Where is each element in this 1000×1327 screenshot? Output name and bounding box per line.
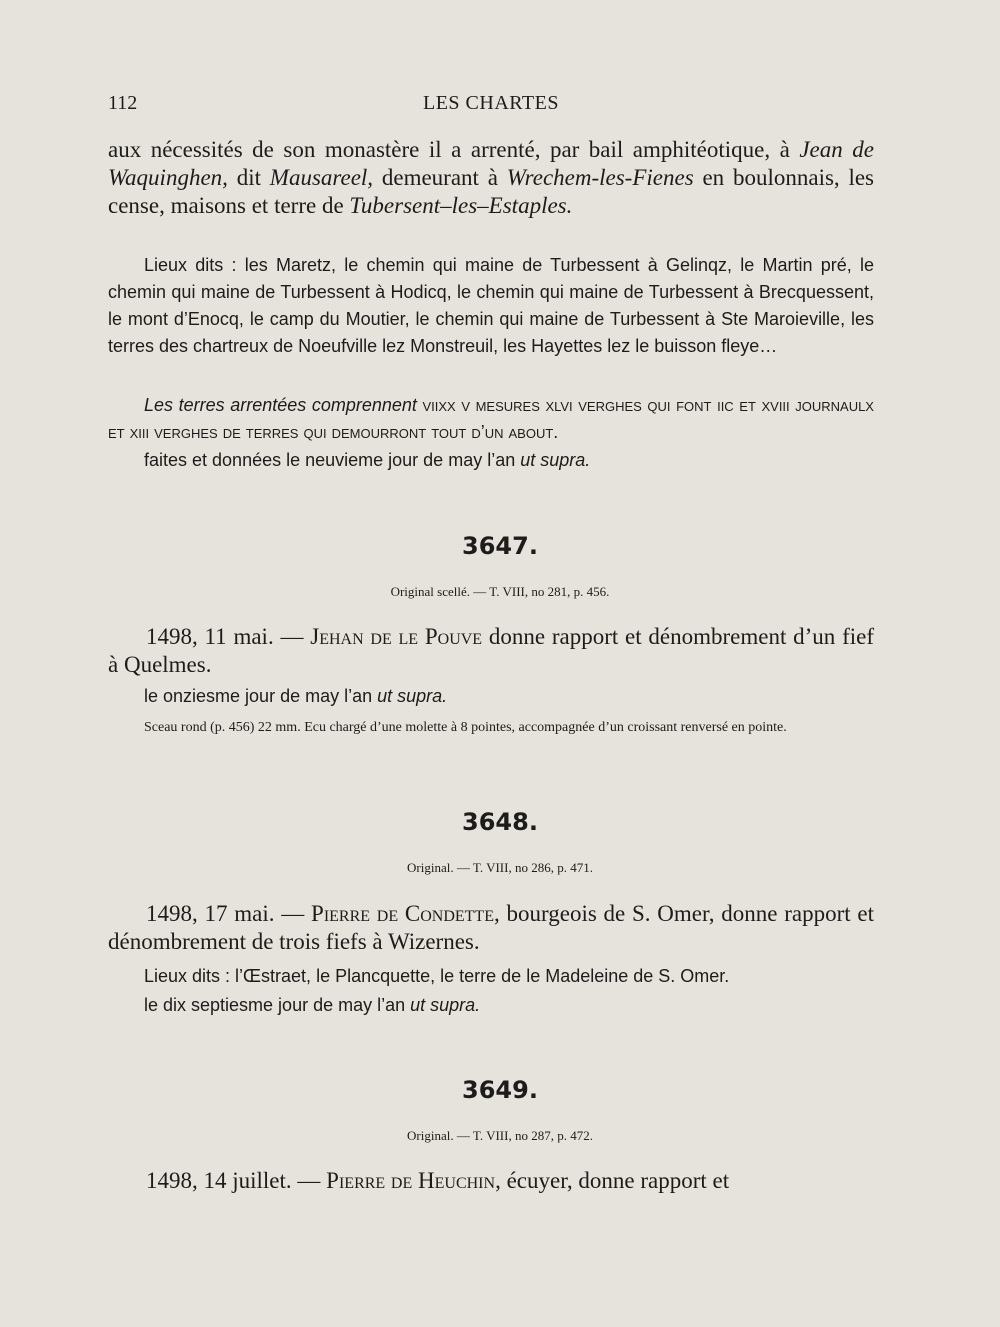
seal-description: Sceau rond (p. 456) 22 mm. Ecu chargé d’une molette à 8 pointes, accompagnée d’un croissant renversé en pointe.	[144, 720, 787, 735]
entry-number: 3649.	[462, 1076, 538, 1104]
entry-text: 1498, 17 mai. — Pierre de Condette, bourgeois de S. Omer, donne rapport et dénombrement de trois fiefs à Wizernes.	[108, 901, 874, 954]
date-line: le dix septiesme jour de may l’an ut supra.	[144, 995, 481, 1015]
source-reference: Original scellé. — T. VIII, no 281, p. 456.	[390, 584, 610, 599]
source-reference: Original. — T. VIII, no 287, p. 472.	[407, 1128, 593, 1143]
continuation-paragraph: aux nécessités de son monastère il a arrenté, par bail amphitéotique, à Jean de Waquinghen, dit Mausareel, demeurant à Wrechem-les-Fienes en boulonnais, les cense, maisons et terre de Tubersent–les–Estaples.	[108, 137, 875, 218]
lieux-dits-line: Lieux dits : l’Œstraet, le Plancquette, le terre de le Madeleine de S. Omer.	[144, 966, 730, 986]
terres-paragraph: Les terres arrentées comprennent viixx v mesures xlvi verghes qui font iic et xviii journaulx et xiii verghes de terres qui demourront tout d’un about.	[108, 395, 874, 442]
entry-number: 3647.	[462, 532, 538, 560]
date-line: le onziesme jour de may l’an ut supra.	[144, 686, 448, 706]
page-number: 112	[108, 92, 138, 114]
entry-text: 1498, 14 juillet. — Pierre de Heuchin, écuyer, donne rapport et	[146, 1168, 730, 1193]
date-line: faites et données le neuvieme jour de may l’an ut supra.	[144, 450, 591, 470]
lieux-dits-paragraph: Lieux dits : les Maretz, le chemin qui maine de Turbessent à Gelinqz, le Martin pré, le chemin qui maine de Turbessent à Hodicq, le chemin qui maine de Turbessent à Brecquessent, le mont d’Enocq, le camp du Moutier, le chemin qui maine de Turbessent à Ste Maroieville, les terres des chartreux de Noeufville lez Monstreuil, les Hayettes lez le buisson fleye…	[108, 255, 874, 356]
running-head: LES CHARTES	[423, 92, 559, 114]
source-reference: Original. — T. VIII, no 286, p. 471.	[407, 860, 593, 875]
page-header	[108, 92, 874, 122]
entry-text: 1498, 11 mai. — Jehan de le Pouve donne rapport et dénombrement d’un fief à Quelmes.	[108, 624, 874, 677]
entry-number: 3648.	[462, 808, 538, 836]
